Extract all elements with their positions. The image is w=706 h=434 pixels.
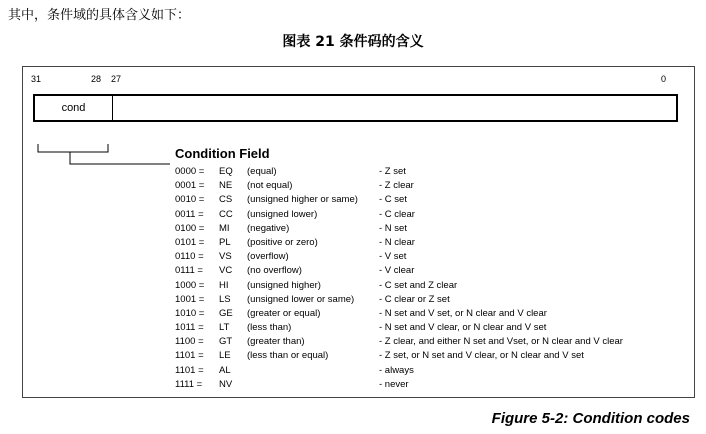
condition-mnemonic: PL [219, 236, 231, 248]
condition-mnemonic: VS [219, 251, 232, 263]
condition-code: 1101 = [175, 350, 204, 362]
condition-code: 0001 = [175, 180, 205, 192]
bracket-line [38, 144, 108, 152]
condition-mnemonic: LE [219, 350, 231, 362]
condition-flags: - always [379, 364, 414, 376]
condition-description: (no overflow) [247, 265, 302, 277]
table-caption: 图表 21 条件码的含义 [282, 34, 424, 50]
condition-code: 1111 = [175, 378, 203, 390]
condition-flags: - C set [379, 194, 407, 206]
condition-flags: - Z set [379, 166, 406, 177]
condition-mnemonic: HI [219, 279, 229, 291]
bit-31-label: 31 [31, 74, 42, 84]
figure-caption: Figure 5-2: Condition codes [491, 410, 690, 427]
condition-code: 0110 = [175, 251, 204, 263]
condition-mnemonic: GE [219, 307, 233, 319]
condition-mnemonic: EQ [219, 166, 233, 177]
condition-mnemonic: GT [219, 336, 233, 348]
condition-flags: - C clear [379, 208, 415, 220]
condition-mnemonic: CC [219, 208, 233, 220]
condition-mnemonic: NV [219, 378, 233, 390]
condition-mnemonic: MI [219, 222, 230, 234]
bit-28-label: 28 [91, 74, 102, 84]
condition-code: 1010 = [175, 307, 205, 319]
bit-27-label: 27 [111, 74, 122, 84]
condition-code: 1000 = [175, 279, 205, 291]
condition-mnemonic: AL [219, 364, 231, 376]
condition-flags: - V set [379, 251, 407, 263]
condition-flags: - V clear [379, 265, 415, 277]
condition-code: 0000 = [175, 166, 205, 177]
condition-mnemonic: LS [219, 293, 231, 305]
condition-description: (unsigned lower) [247, 208, 318, 220]
condition-code: 1001 = [175, 293, 205, 305]
condition-description: (less than) [247, 322, 292, 334]
condition-description: (positive or zero) [247, 236, 318, 248]
condition-description: (greater or equal) [247, 307, 321, 319]
condition-code: 0101 = [175, 236, 205, 248]
condition-mnemonic: CS [219, 194, 233, 206]
condition-description: (unsigned lower or same) [247, 293, 355, 305]
condition-code: 1101 = [175, 364, 204, 376]
condition-description: (not equal) [247, 180, 293, 192]
cond-field: cond [61, 102, 86, 114]
condition-flags: - N clear [379, 236, 415, 248]
condition-code: 0111 = [175, 265, 203, 277]
intro-text: 其中，条件域的具体含义如下： [8, 8, 191, 23]
condition-flags: - Z clear, and either N set and Vset, or N clear and V clear [379, 336, 623, 348]
bit-0-label: 0 [661, 74, 667, 84]
condition-code: 0100 = [175, 222, 205, 234]
condition-description: (equal) [247, 166, 277, 177]
condition-mnemonic: NE [219, 180, 233, 192]
condition-description: (unsigned higher or same) [247, 194, 358, 206]
condition-flags: - N set and V clear, or N clear and V set [379, 322, 547, 334]
condition-code: 0011 = [175, 208, 204, 220]
condition-description: (unsigned higher) [247, 279, 321, 291]
condition-flags: - N set [379, 222, 407, 234]
condition-description: (greater than) [247, 336, 305, 348]
condition-code: 0010 = [175, 194, 205, 206]
condition-mnemonic: VC [219, 265, 233, 277]
condition-flags: - never [379, 378, 409, 390]
condition-field-title: Condition Field [175, 146, 270, 161]
bracket-connector [70, 152, 170, 164]
condition-flags: - C clear or Z set [379, 293, 450, 305]
condition-flags: - N set and V set, or N clear and V clear [379, 307, 547, 319]
condition-description: (negative) [247, 222, 290, 234]
condition-flags: - Z set, or N set and V clear, or N clear and V set [379, 350, 584, 362]
condition-code: 1100 = [175, 336, 204, 348]
condition-flags: - C set and Z clear [379, 279, 458, 291]
condition-mnemonic: LT [219, 322, 230, 334]
condition-description: (less than or equal) [247, 350, 329, 362]
condition-description: (overflow) [247, 251, 289, 263]
condition-code: 1011 = [175, 322, 204, 334]
condition-flags: - Z clear [379, 180, 414, 192]
